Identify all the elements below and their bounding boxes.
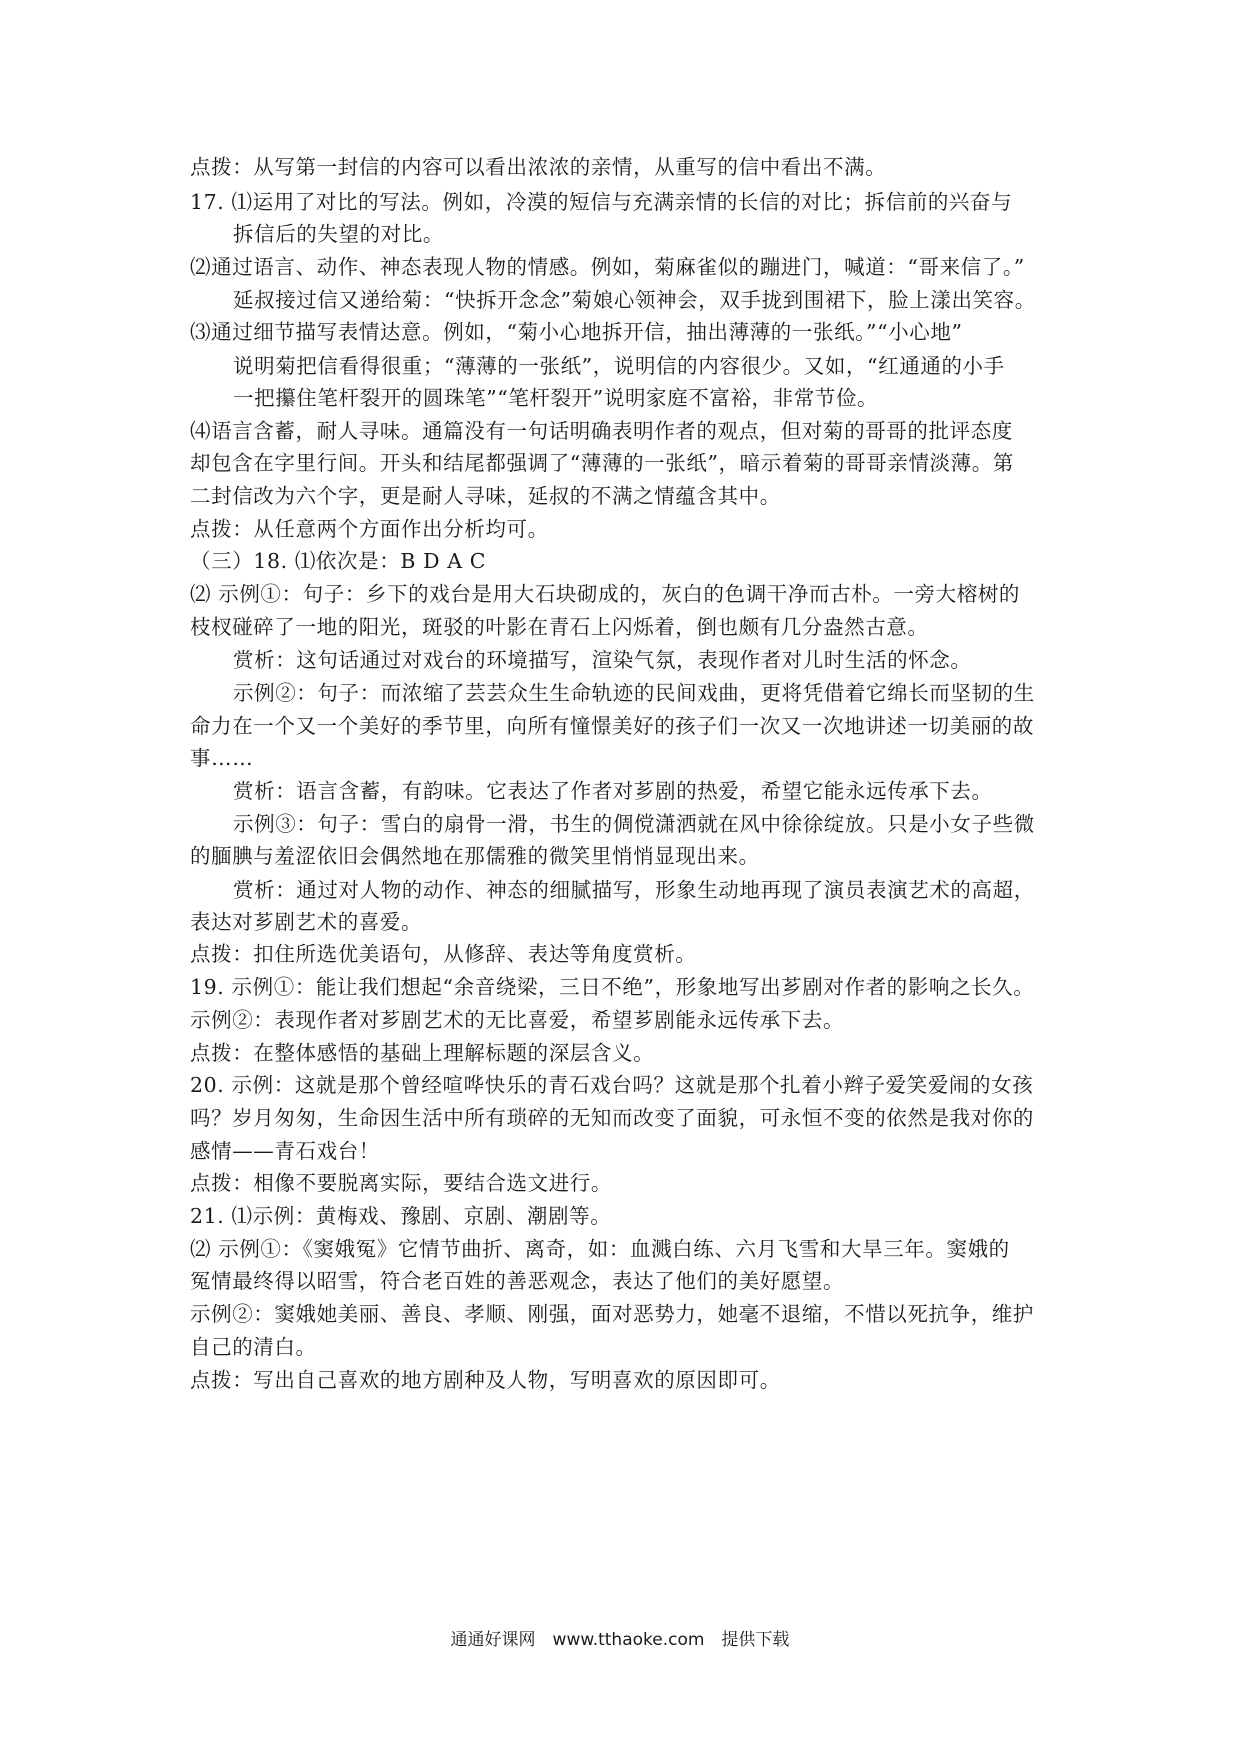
- text-line: 自己的清白。: [190, 1335, 317, 1359]
- text-line: 示例②：句子：而浓缩了芸芸众生生命轨迹的民间戏曲，更将凭借着它绵长而坚韧的生: [233, 681, 1035, 705]
- text-line: 点拨：从写第一封信的内容可以看出浓浓的亲情，从重写的信中看出不满。: [190, 155, 887, 179]
- text-line: 一把攥住笔杆裂开的圆珠笔”“笔杆裂开”说明家庭不富裕，非常节俭。: [233, 386, 879, 410]
- text-line: 感情——青石戏台！: [190, 1139, 380, 1163]
- text-line: 事……: [190, 746, 254, 770]
- text-line: 延叔接过信又递给菊：“快拆开念念”菊娘心领神会，双手拢到围裙下，脸上漾出笑容。: [233, 288, 1036, 312]
- footer-download-note: 通通好课网 www.tthaoke.com 提供下载: [450, 1630, 790, 1650]
- text-line: 命力在一个又一个美好的季节里，向所有憧憬美好的孩子们一次又一次地讲述一切美丽的故: [190, 714, 1034, 738]
- text-line: ⑵通过语言、动作、神态表现人物的情感。例如，菊麻雀似的蹦进门，喊道：“哥来信了。”: [190, 255, 1025, 279]
- text-line: 表达对芗剧艺术的喜爱。: [190, 910, 423, 934]
- text-line: 示例②：表现作者对芗剧艺术的无比喜爱，希望芗剧能永远传承下去。: [190, 1008, 845, 1032]
- text-line: 二封信改为六个字，更是耐人寻味，延叔的不满之情蕴含其中。: [190, 484, 781, 508]
- text-line: 点拨：扣住所选优美语句，从修辞、表达等角度赏析。: [190, 942, 697, 966]
- text-line: 说明菊把信看得很重；“薄薄的一张纸”，说明信的内容很少。又如，“红通通的小手: [233, 354, 1005, 378]
- text-line: 枝杈碰碎了一地的阳光，斑驳的叶影在青石上闪烁着，倒也颇有几分盎然古意。: [190, 615, 929, 639]
- text-line: 示例③：句子：雪白的扇骨一滑，书生的倜傥潇洒就在风中徐徐绽放。只是小女子些微: [233, 812, 1035, 836]
- text-line: 冤情最终得以昭雪，符合老百姓的善恶观念，表达了他们的美好愿望。: [190, 1269, 845, 1293]
- text-line: 却包含在字里行间。开头和结尾都强调了“薄薄的一张纸”，暗示着菊的哥哥亲情淡薄。第: [190, 451, 1014, 475]
- text-line: ⑷语言含蓄，耐人寻味。通篇没有一句话明确表明作者的观点，但对菊的哥哥的批评态度: [190, 419, 1013, 443]
- text-line: ⑵ 示例①：句子：乡下的戏台是用大石块砌成的，灰白的色调干净而古朴。一旁大榕树的: [190, 582, 1021, 606]
- text-line: ⑵ 示例①：《窦娥冤》它情节曲折、离奇，如：血溅白练、六月飞雪和大旱三年。窦娥的: [190, 1237, 1010, 1261]
- text-line: 赏析：这句话通过对戏台的环境描写，渲染气氛，表现作者对儿时生活的怀念。: [233, 648, 972, 672]
- text-line: 赏析：语言含蓄，有韵味。它表达了作者对芗剧的热爱，希望它能永远传承下去。: [233, 779, 993, 803]
- text-line: 拆信后的失望的对比。: [233, 222, 444, 246]
- text-line: 点拨：从任意两个方面作出分析均可。: [190, 517, 549, 541]
- text-line: （三）18. ⑴依次是：B D A C: [190, 549, 487, 573]
- text-line: 19. 示例①：能让我们想起“余音绕梁，三日不绝”，形象地写出芗剧对作者的影响之长久。: [190, 975, 1035, 999]
- text-line: 点拨：写出自己喜欢的地方剧种及人物，写明喜欢的原因即可。: [190, 1368, 781, 1392]
- text-line: 点拨：相像不要脱离实际，要结合选文进行。: [190, 1171, 612, 1195]
- text-line: ⑶通过细节描写表情达意。例如，“菊小心地拆开信，抽出薄薄的一张纸。”“小心地”: [190, 320, 963, 344]
- text-line: 的腼腆与羞涩依旧会偶然地在那儒雅的微笑里悄悄显现出来。: [190, 844, 760, 868]
- text-line: 17. ⑴运用了对比的写法。例如，冷漠的短信与充满亲情的长信的对比；拆信前的兴奋与: [190, 190, 1013, 214]
- text-line: 吗？岁月匆匆，生命因生活中所有琐碎的无知而改变了面貌，可永恒不变的依然是我对你的: [190, 1106, 1034, 1130]
- text-line: 21. ⑴示例：黄梅戏、豫剧、京剧、潮剧等。: [190, 1204, 612, 1228]
- text-line: 示例②：窦娥她美丽、善良、孝顺、刚强，面对恶势力，她毫不退缩，不惜以死抗争，维护: [190, 1302, 1034, 1326]
- text-line: 20. 示例：这就是那个曾经喧哗快乐的青石戏台吗？这就是那个扎着小辫子爱笑爱闹的女孩: [190, 1073, 1034, 1097]
- text-line: 赏析：通过对人物的动作、神态的细腻描写，形象生动地再现了演员表演艺术的高超，: [233, 878, 1035, 902]
- text-line: 点拨：在整体感悟的基础上理解标题的深层含义。: [190, 1041, 655, 1065]
